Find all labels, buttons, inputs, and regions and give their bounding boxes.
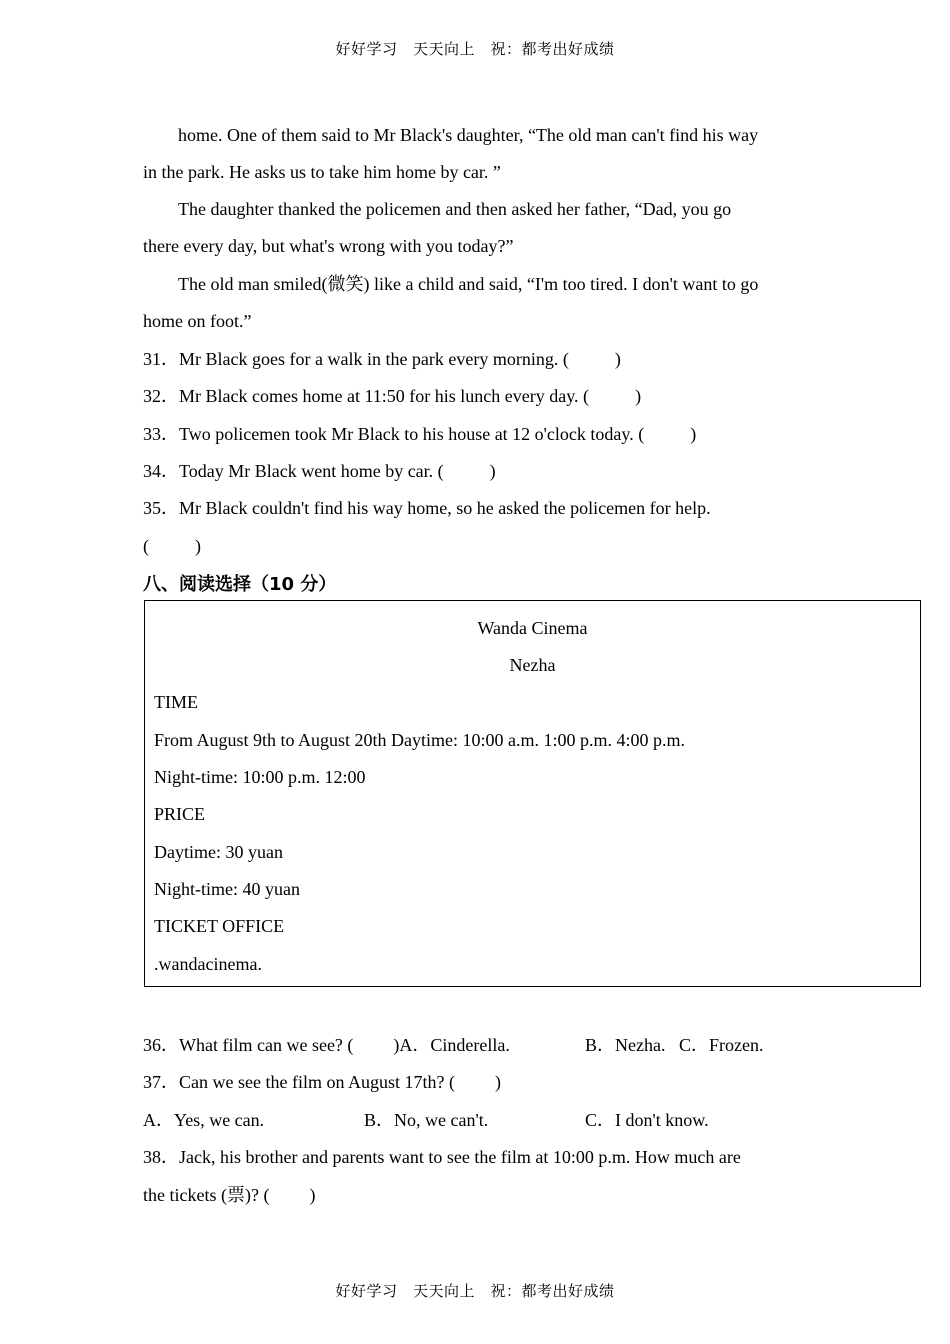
- question-35: 35．Mr Black couldn't find his way home, so he asked the policemen for help.: [143, 498, 711, 518]
- notice-line: PRICE: [154, 804, 206, 824]
- passage-line: in the park. He asks us to take him home by car. ”: [143, 162, 501, 182]
- notice-line: .wandacinema.: [154, 954, 262, 974]
- question-37: 37．Can we see the film on August 17th? ( ): [143, 1072, 501, 1092]
- question-32: 32．Mr Black comes home at 11:50 for his lunch every day. ( ): [143, 386, 642, 406]
- notice-line: Daytime: 30 yuan: [154, 842, 283, 862]
- notice-title: Wanda Cinema: [477, 618, 588, 638]
- passage-line: there every day, but what's wrong with you today?”: [143, 236, 514, 256]
- q37-option-b[interactable]: B．No, we can't.: [364, 1110, 489, 1130]
- notice-line: TICKET OFFICE: [154, 916, 285, 936]
- passage-line: The old man smiled(微笑) like a child and said, “I'm too tired. I don't want to go: [178, 274, 759, 294]
- question-33: 33．Two policemen took Mr Black to his house at 12 o'clock today. ( ): [143, 424, 697, 444]
- page-footer: 好好学习 天天向上 祝：都考出好成绩: [335, 1282, 615, 1300]
- notice-line: TIME: [154, 692, 198, 712]
- question-31: 31．Mr Black goes for a walk in the park every morning. ( ): [143, 349, 621, 369]
- question-34: 34．Today Mr Black went home by car. ( ): [143, 461, 496, 481]
- q36-option-b[interactable]: B．Nezha.: [585, 1035, 666, 1055]
- q37-option-a[interactable]: A．Yes, we can.: [143, 1110, 265, 1130]
- section-title: 八、阅读选择（10 分）: [143, 574, 337, 595]
- passage-line: The daughter thanked the policemen and then asked her father, “Dad, you go: [178, 199, 732, 219]
- page-header: 好好学习 天天向上 祝：都考出好成绩: [335, 40, 615, 58]
- question-35-blank: ( ): [143, 536, 201, 556]
- question-36: 36．What film can we see? ( )A．Cinderella.: [143, 1035, 510, 1055]
- passage-line: home on foot.”: [143, 311, 252, 331]
- question-38: 38．Jack, his brother and parents want to see the film at 10:00 p.m. How much are: [143, 1147, 741, 1167]
- question-38-line2: the tickets (票)? ( ): [143, 1185, 316, 1205]
- notice-line: Night-time: 40 yuan: [154, 879, 300, 899]
- notice-line: From August 9th to August 20th Daytime: 10:00 a.m. 1:00 p.m. 4:00 p.m.: [154, 730, 686, 750]
- passage-line: home. One of them said to Mr Black's daughter, “The old man can't find his way: [178, 125, 759, 145]
- cinema-notice: [144, 600, 921, 987]
- q37-option-c[interactable]: C．I don't know.: [585, 1110, 709, 1130]
- notice-film: Nezha: [509, 655, 556, 675]
- q36-option-c[interactable]: C．Frozen.: [679, 1035, 764, 1055]
- option-a[interactable]: A．Cinderella.: [399, 1035, 510, 1055]
- notice-line: Night-time: 10:00 p.m. 12:00: [154, 767, 366, 787]
